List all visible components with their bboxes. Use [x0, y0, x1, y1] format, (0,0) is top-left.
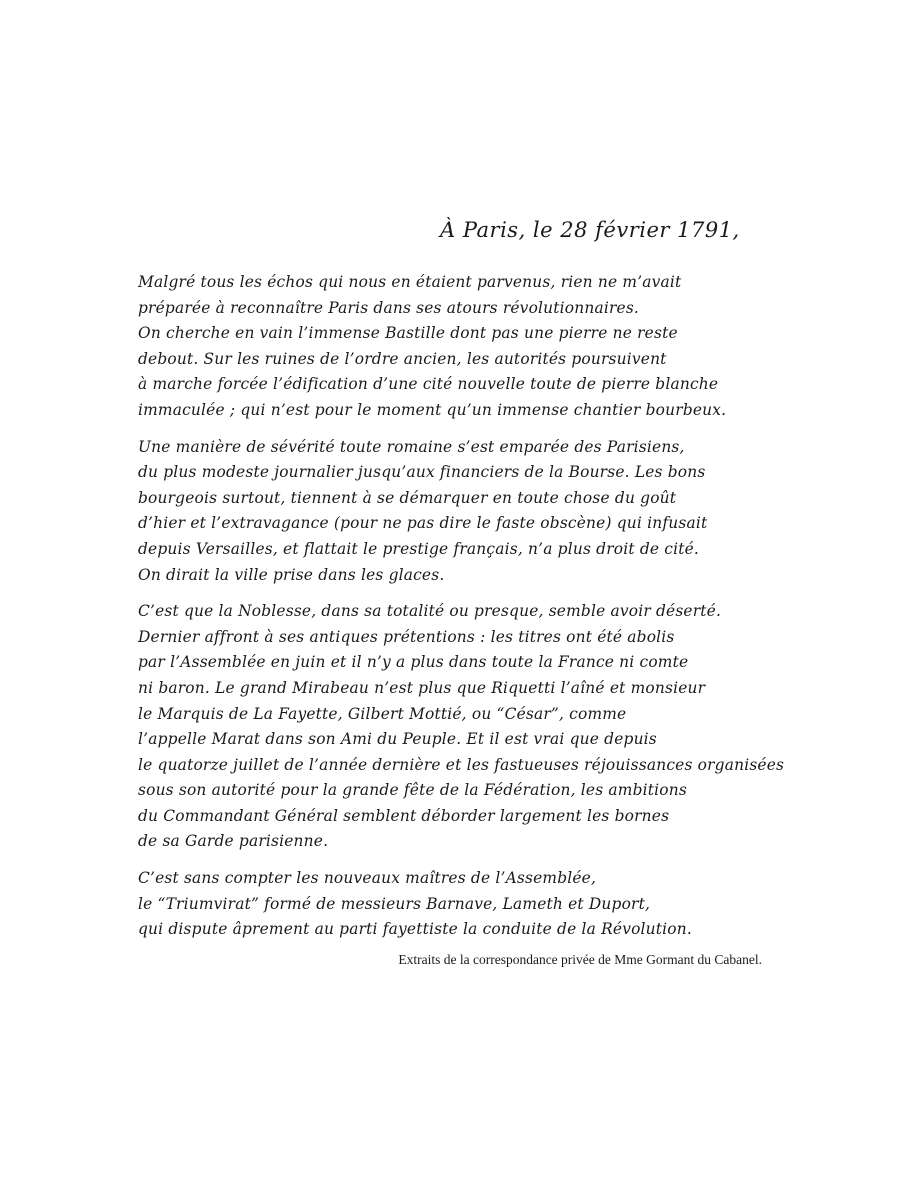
letter-line: l’appelle Marat dans son Ami du Peuple. Et il est vrai que depuis — [138, 730, 657, 749]
letter-line: Malgré tous les échos qui nous en étaient parvenus, rien ne m’avait — [138, 273, 682, 291]
letter-dateline: À Paris, le 28 février 1791, — [440, 218, 740, 242]
letter-line: par l’Assemblée en juin et il n’y a plus dans toute la France ni comte — [138, 653, 689, 672]
letter-line: debout. Sur les ruines de l’ordre ancien, les autorités poursuivent — [138, 349, 667, 368]
letter-paragraph — [138, 435, 778, 589]
letter-line: à marche forcée l’édification d’une cité nouvelle toute de pierre blanche — [138, 375, 719, 394]
letter-paragraph — [138, 599, 785, 855]
letter-line: d’hier et l’extravagance (pour ne pas dire le faste obscène) qui infusait — [138, 514, 708, 533]
letter-line: sous son autorité pour la grande fête de la Fédération, les ambitions — [138, 781, 687, 800]
letter-line: Dernier affront à ses antiques prétentions : les titres ont été abolis — [138, 627, 675, 646]
letter-line: C’est sans compter les nouveaux maîtres de l’Assemblée, — [138, 869, 597, 888]
letter-line: On cherche en vain l’immense Bastille dont pas une pierre ne reste — [138, 324, 678, 343]
letter-line: immaculée ; qui n’est pour le moment qu’un immense chantier bourbeux. — [138, 400, 727, 419]
letter-line: du Commandant Général semblent déborder largement les bornes — [138, 806, 670, 825]
letter-line: le quatorze juillet de l’année dernière et les fastueuses réjouissances organisées — [138, 755, 785, 774]
letter-line: On dirait la ville prise dans les glaces. — [138, 565, 445, 584]
letter-line: qui dispute âprement au parti fayettiste la conduite de la Révolution. — [138, 920, 692, 939]
letter-line: depuis Versailles, et flattait le prestige français, n’a plus droit de cité. — [138, 539, 700, 558]
letter-line: préparée à reconnaître Paris dans ses atours révolutionnaires. — [138, 298, 640, 317]
letter-paragraph — [138, 866, 778, 943]
letter-line: du plus modeste journalier jusqu’aux financiers de la Bourse. Les bons — [138, 463, 706, 482]
source-caption: Extraits de la correspondance privée de Mme Gormant du Cabanel. — [398, 952, 762, 967]
letter-line: le “Triumvirat” formé de messieurs Barnave, Lameth et Duport, — [138, 894, 651, 913]
letter-paragraph — [138, 270, 778, 424]
letter-line: de sa Garde parisienne. — [138, 832, 329, 851]
letter-line: bourgeois surtout, tiennent à se démarquer en toute chose du goût — [138, 488, 677, 507]
letter-line: ni baron. Le grand Mirabeau n’est plus que Riquetti l’aîné et monsieur — [138, 678, 706, 697]
letter-line: le Marquis de La Fayette, Gilbert Mottié, ou “César”, comme — [138, 704, 627, 723]
letter-body — [138, 270, 785, 954]
letter-line: Une manière de sévérité toute romaine s’est emparée des Parisiens, — [138, 437, 685, 456]
letter-line: C’est que la Noblesse, dans sa totalité ou presque, semble avoir déserté. — [138, 602, 722, 621]
